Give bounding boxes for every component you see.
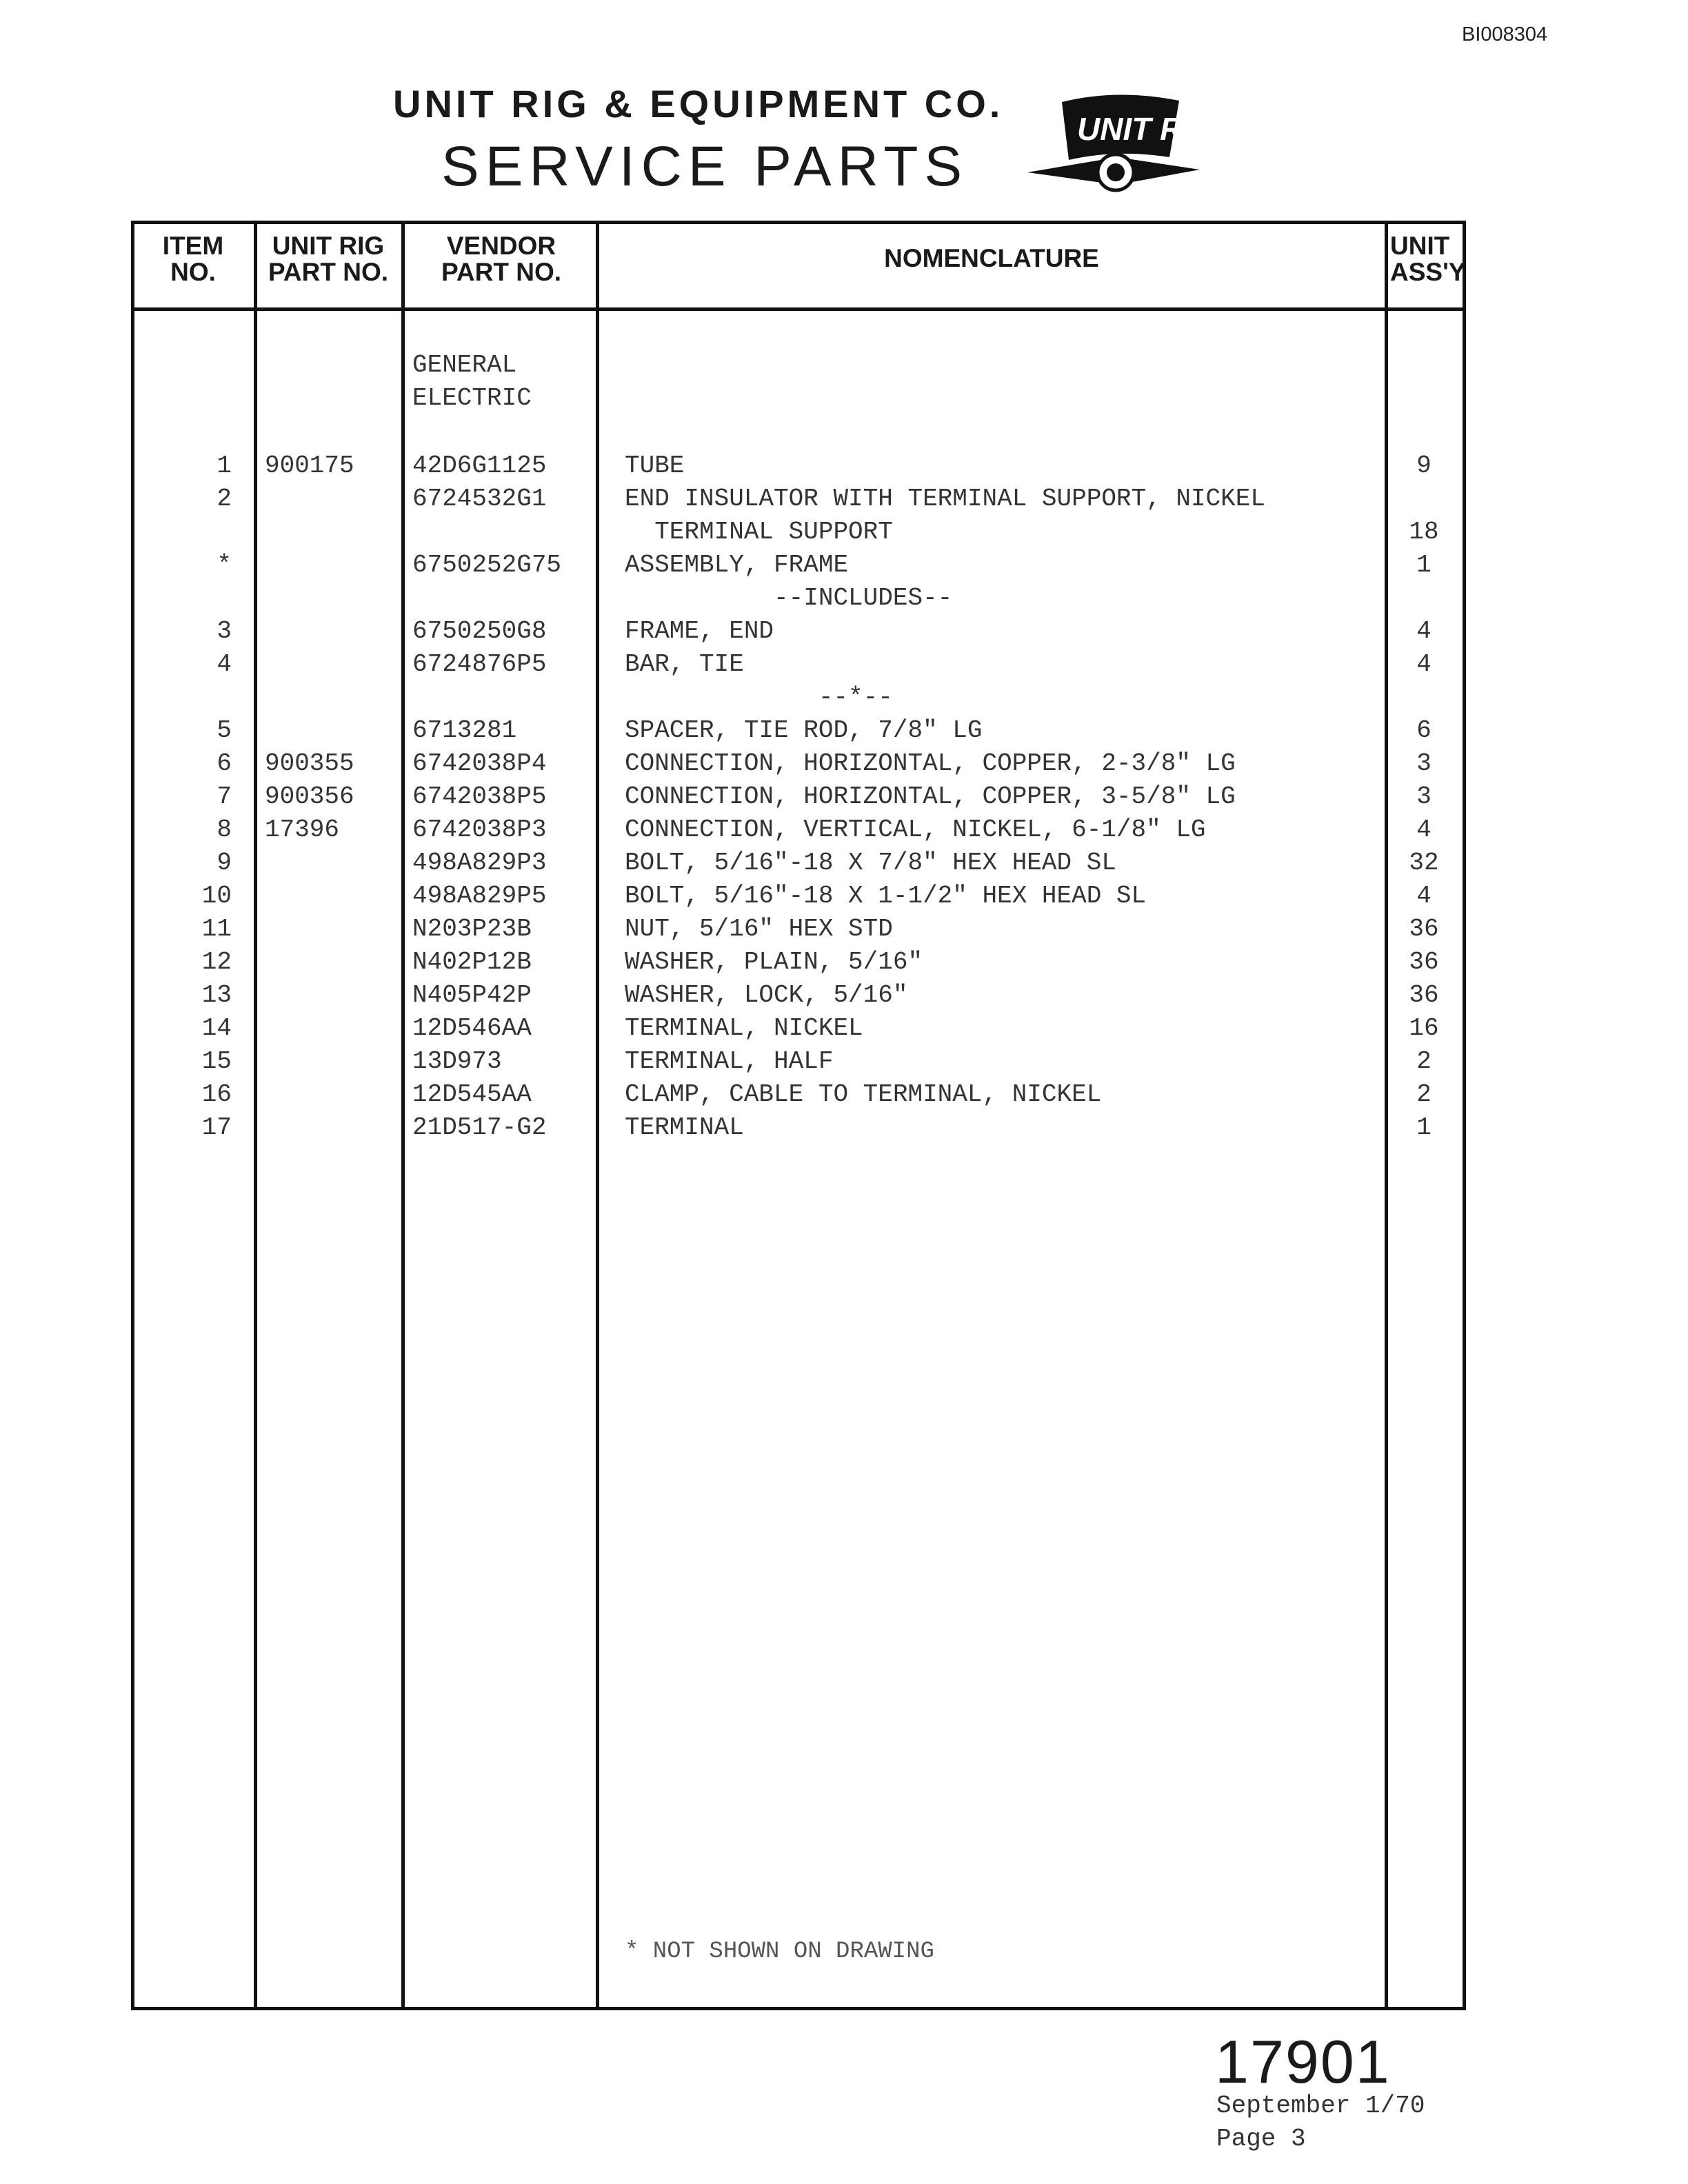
row-9-qty: 4 [1416,816,1431,844]
row-6-vendor: 6713281 [412,716,517,745]
header-nomenclature: NOMENCLATURE [884,244,1099,272]
row-10-nom: BOLT, 5/16"-18 X 7/8" HEX HEAD SL [625,849,1116,877]
row-14-qty: 36 [1409,981,1439,1009]
row-11-vendor: 498A829P5 [412,882,547,910]
column-divider [1385,221,1388,2010]
page-number: Page 3 [1216,2125,1306,2153]
row-9-unit-rig: 17396 [265,816,340,844]
row-14-nom: WASHER, LOCK, 5/16" [625,981,908,1009]
header-unit-rig-part-no: UNIT RIG PART NO. [268,232,389,286]
row-4-nom: FRAME, END [625,617,774,645]
row-7-nom: CONNECTION, HORIZONTAL, COPPER, 2-3/8" LG [625,749,1236,778]
row-13-qty: 36 [1409,948,1439,976]
row-12-item: 11 [201,915,232,943]
row-7-vendor: 6742038P4 [412,749,547,778]
row-11-qty: 4 [1416,882,1431,910]
row-1-nom: TUBE [625,452,685,480]
row-9-nom: CONNECTION, VERTICAL, NICKEL, 6-1/8" LG [625,816,1206,844]
revision-date: September 1/70 [1216,2092,1425,2120]
row-11-nom: BOLT, 5/16"-18 X 1-1/2" HEX HEAD SL [625,882,1147,910]
row-1-qty: 9 [1416,452,1431,480]
row-14-item: 13 [201,981,232,1009]
page-title: SERVICE PARTS [441,135,969,198]
row-16-qty: 2 [1416,1047,1431,1075]
row-5-vendor: 6724876P5 [412,650,547,678]
row-10-qty: 32 [1409,849,1439,877]
header-vendor-part-no: VENDOR PART NO. [441,232,562,286]
header-item-no: ITEM NO. [162,232,224,286]
row-11-item: 10 [201,882,232,910]
row-12-nom: NUT, 5/16" HEX STD [625,915,893,943]
row-16-item: 15 [201,1047,232,1075]
vendor-group-label: GENERAL ELECTRIC [412,351,532,412]
row-9-vendor: 6742038P3 [412,816,547,844]
row-18-qty: 1 [1416,1113,1431,1142]
row-2-nom: END INSULATOR WITH TERMINAL SUPPORT, NICKEL TERMINAL SUPPORT [625,485,1265,546]
row-18-item: 17 [201,1113,232,1142]
row-8-nom: CONNECTION, HORIZONTAL, COPPER, 3-5/8" LG [625,782,1236,811]
column-divider [596,221,599,2010]
row-4-item: 3 [217,617,232,645]
row-15-qty: 16 [1409,1014,1439,1042]
row-7-qty: 3 [1416,749,1431,778]
unit-rig-logo [1027,88,1216,212]
column-divider [401,221,405,2010]
row-16-vendor: 13D973 [412,1047,502,1075]
row-3-qty: 1 [1416,551,1431,579]
header-divider [131,307,1466,311]
row-17-item: 16 [201,1080,232,1109]
row-9-item: 8 [217,816,232,844]
row-8-item: 7 [217,782,232,811]
row-14-vendor: N405P42P [412,981,532,1009]
company-name: UNIT RIG & EQUIPMENT CO. [393,82,1004,125]
row-17-vendor: 12D545AA [412,1080,532,1109]
row-15-item: 14 [201,1014,232,1042]
row-15-nom: TERMINAL, NICKEL [625,1014,863,1042]
header-unit-assy: UNIT ASS'Y [1390,232,1466,286]
row-6-nom: SPACER, TIE ROD, 7/8" LG [625,716,983,745]
row-5-item: 4 [217,650,232,678]
row-2-qty: 18 [1409,518,1439,546]
row-3-item: * [217,551,232,579]
document-number: 17901 [1215,2028,1391,2096]
svg-text:UNIT RIG: UNIT RIG [1077,111,1216,147]
row-1-vendor: 42D6G1125 [412,452,547,480]
row-13-nom: WASHER, PLAIN, 5/16" [625,948,923,976]
row-6-item: 5 [217,716,232,745]
row-13-item: 12 [201,948,232,976]
row-4-qty: 4 [1416,617,1431,645]
row-2-vendor: 6724532G1 [412,485,547,513]
row-8-qty: 3 [1416,782,1431,811]
row-16-nom: TERMINAL, HALF [625,1047,834,1075]
column-divider [254,221,257,2010]
row-5-qty: 4 [1416,650,1431,678]
row-8-vendor: 6742038P5 [412,782,547,811]
row-10-item: 9 [217,849,232,877]
row-12-vendor: N203P23B [412,915,532,943]
row-2-item: 2 [217,485,232,513]
row-15-vendor: 12D546AA [412,1014,532,1042]
row-3-nom: ASSEMBLY, FRAME --INCLUDES-- [625,551,953,612]
row-17-qty: 2 [1416,1080,1431,1109]
row-17-nom: CLAMP, CABLE TO TERMINAL, NICKEL [625,1080,1102,1109]
row-5-nom: BAR, TIE --*-- [625,650,893,711]
row-3-vendor: 6750252G75 [412,551,562,579]
row-6-qty: 6 [1416,716,1431,745]
row-18-nom: TERMINAL [625,1113,744,1142]
row-18-vendor: 21D517-G2 [412,1113,547,1142]
row-7-item: 6 [217,749,232,778]
row-4-vendor: 6750250G8 [412,617,547,645]
document-id: BI008304 [1462,23,1548,46]
row-7-unit-rig: 900355 [265,749,354,778]
row-1-unit-rig: 900175 [265,452,354,480]
footnote: * NOT SHOWN ON DRAWING [625,1939,934,1965]
row-1-item: 1 [217,452,232,480]
row-10-vendor: 498A829P3 [412,849,547,877]
row-12-qty: 36 [1409,915,1439,943]
row-8-unit-rig: 900356 [265,782,354,811]
row-13-vendor: N402P12B [412,948,532,976]
